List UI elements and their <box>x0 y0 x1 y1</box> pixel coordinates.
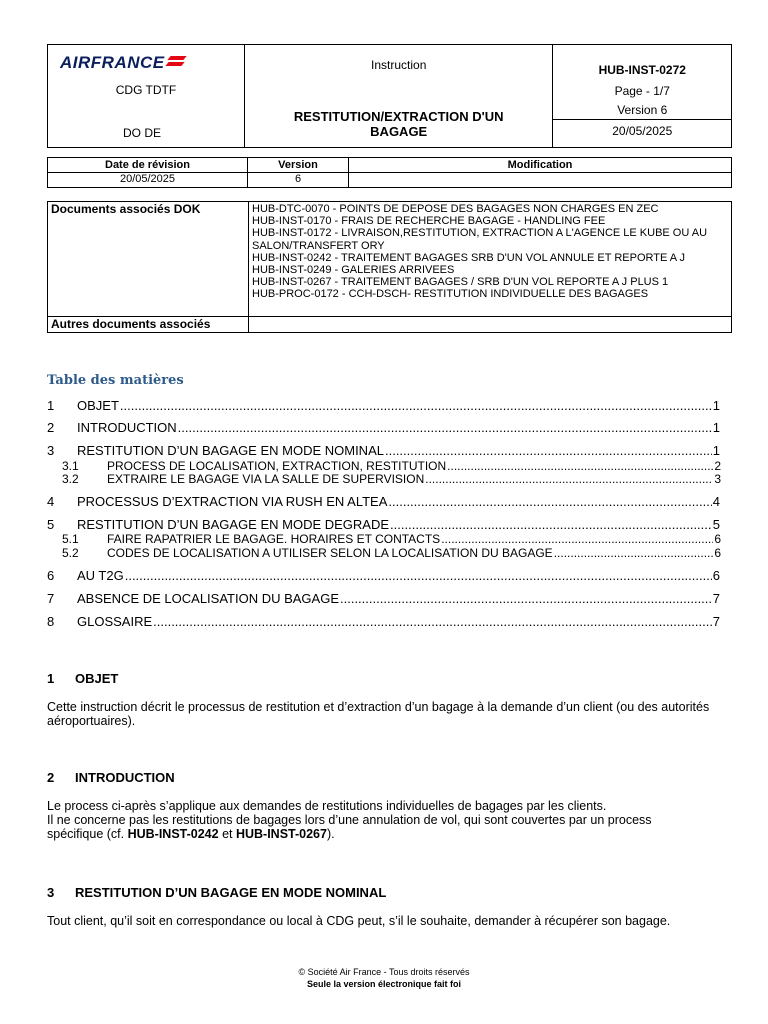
department-label: DO DE <box>123 126 162 140</box>
table-row <box>48 173 732 188</box>
toc-entry-3-2[interactable]: 3.2 EXTRAIRE LE BAGAGE VIA LA SALLE DE SUPERVISION ..... 3 <box>62 472 721 486</box>
section-2-text: Le process ci-après s’applique aux demandes de restitutions individuelles de bagages par les clients. Il ne concerne pas les restitutions de bagages lors d’une annulation de vol, qui sont couvertes par un process spécifique (cf. HUB-INST-0242 et HUB-INST-0267). <box>47 799 652 841</box>
toc-entry-7[interactable]: 7 ABSENCE DE LOCALISATION DU BAGAGE ..... 7 <box>47 591 720 606</box>
airfrance-logo-icon <box>167 56 189 68</box>
section-1-heading: 1 OBJET <box>47 671 119 686</box>
toc-leader <box>125 568 712 583</box>
dok-label: Documents associés DOK <box>48 202 249 317</box>
col-header-date: Date de révision <box>48 158 248 173</box>
header-title-cell <box>244 45 553 148</box>
list-item: HUB-INST-0249 - GALERIES ARRIVEES <box>252 264 455 277</box>
section-2-heading: 2 INTRODUCTION <box>47 770 175 785</box>
version-label: Version 6 <box>617 103 668 117</box>
toc-leader <box>390 517 712 532</box>
toc-leader <box>385 443 712 458</box>
toc-entry-8[interactable]: 8 GLOSSAIRE ..... 7 <box>47 614 720 629</box>
header-date: 20/05/2025 <box>612 124 673 138</box>
toc-leader <box>120 398 712 413</box>
cell-version: 6 <box>248 173 349 188</box>
col-header-version: Version <box>248 158 349 173</box>
associated-docs-table <box>47 201 732 333</box>
list-item: HUB-DTC-0070 - POINTS DE DEPOSE DES BAGAGES NON CHARGES EN ZEC <box>252 203 659 215</box>
page-number: Page - 1/7 <box>614 84 670 98</box>
toc-title: Table des matières <box>47 373 184 388</box>
other-docs-label: Autres documents associés <box>48 317 249 333</box>
header-right-cell <box>553 45 732 148</box>
ref-hub-inst-0242[interactable]: HUB-INST-0242 <box>127 827 219 841</box>
list-item: SALON/TRANSFERT ORY <box>252 239 385 252</box>
list-item: HUB-INST-0242 - TRAITEMENT BAGAGES SRB D'UN VOL ANNULE ET REPORTE A J <box>252 251 686 264</box>
toc-leader <box>153 614 712 629</box>
list-item: HUB-INST-0267 - TRAITEMENT BAGAGES / SRB D'UN VOL REPORTE A J PLUS 1 <box>252 276 669 289</box>
doc-type: Instruction <box>371 58 427 72</box>
electronic-version-note: Seule la version électronique fait foi <box>306 979 462 989</box>
header-left-cell <box>48 45 245 148</box>
toc-leader <box>554 546 714 560</box>
doc-id: HUB-INST-0272 <box>598 63 686 77</box>
col-header-modification: Modification <box>349 158 732 173</box>
toc-entry-2[interactable]: 2 INTRODUCTION ..... 1 <box>47 420 720 435</box>
toc-entry-4[interactable]: 4 PROCESSUS D’EXTRACTION VIA RUSH EN ALTEA ..... 4 <box>47 494 720 509</box>
cell-modification <box>349 173 732 188</box>
list-item: HUB-INST-0170 - FRAIS DE RECHERCHE BAGAGE - HANDLING FEE <box>252 215 606 228</box>
document-header <box>47 44 732 148</box>
section-1-text: Cette instruction décrit le processus de restitution et d’extraction d’un bagage à la demande d’un client (ou des autorités aéroportuaires). <box>47 700 710 728</box>
airfrance-logo: AIRFRANCE <box>60 53 189 73</box>
list-item: HUB-INST-0172 - LIVRAISON,RESTITUTION, EXTRACTION A L'AGENCE LE KUBE OU AU <box>252 227 708 240</box>
toc-entry-3-1[interactable]: 3.1 PROCESS DE LOCALISATION, EXTRACTION, RESTITUTION ..... 2 <box>62 459 721 473</box>
other-docs-value <box>249 317 732 333</box>
toc-entry-3[interactable]: 3 RESTITUTION D’UN BAGAGE EN MODE NOMINAL ..... 1 <box>47 443 720 458</box>
toc-leader <box>340 591 712 606</box>
document-title: RESTITUTION/EXTRACTION D'UN BAGAGE <box>293 109 504 139</box>
revision-table <box>47 157 732 188</box>
section-3-heading: 3 RESTITUTION D’UN BAGAGE EN MODE NOMINAL <box>47 885 387 900</box>
right-divider <box>553 119 731 120</box>
toc-entry-5-1[interactable]: 5.1 FAIRE RAPATRIER LE BAGAGE. HORAIRES ET CONTACTS ..... 6 <box>62 532 721 546</box>
toc-leader <box>178 420 712 435</box>
toc-entry-5-2[interactable]: 5.2 CODES DE LOCALISATION A UTILISER SELON LA LOCALISATION DU BAGAGE ..... 6 <box>62 546 721 560</box>
list-item: HUB-PROC-0172 - CCH-DSCH- RESTITUTION INDIVIDUELLE DES BAGAGES <box>252 288 649 301</box>
toc-entry-5[interactable]: 5 RESTITUTION D’UN BAGAGE EN MODE DEGRADE ..... 5 <box>47 517 720 532</box>
copyright-footer: © Société Air France - Tous droits réservés <box>298 967 470 977</box>
toc-leader <box>425 472 713 486</box>
toc-leader <box>441 532 713 546</box>
ref-hub-inst-0267[interactable]: HUB-INST-0267 <box>235 827 327 841</box>
cell-date: 20/05/2025 <box>48 173 248 188</box>
toc-leader <box>388 494 711 509</box>
toc-leader <box>447 459 713 473</box>
dok-list <box>249 202 732 317</box>
entity-label: CDG TDTF <box>115 83 177 97</box>
revision-header-row <box>48 158 732 173</box>
toc-entry-6[interactable]: 6 AU T2G ..... 6 <box>47 568 720 583</box>
toc-entry-1[interactable]: 1 OBJET ..... 1 <box>47 398 720 413</box>
section-3-text: Tout client, qu’il soit en correspondance ou local à CDG peut, s’il le souhaite, demander à récupérer son bagage. <box>47 914 671 928</box>
